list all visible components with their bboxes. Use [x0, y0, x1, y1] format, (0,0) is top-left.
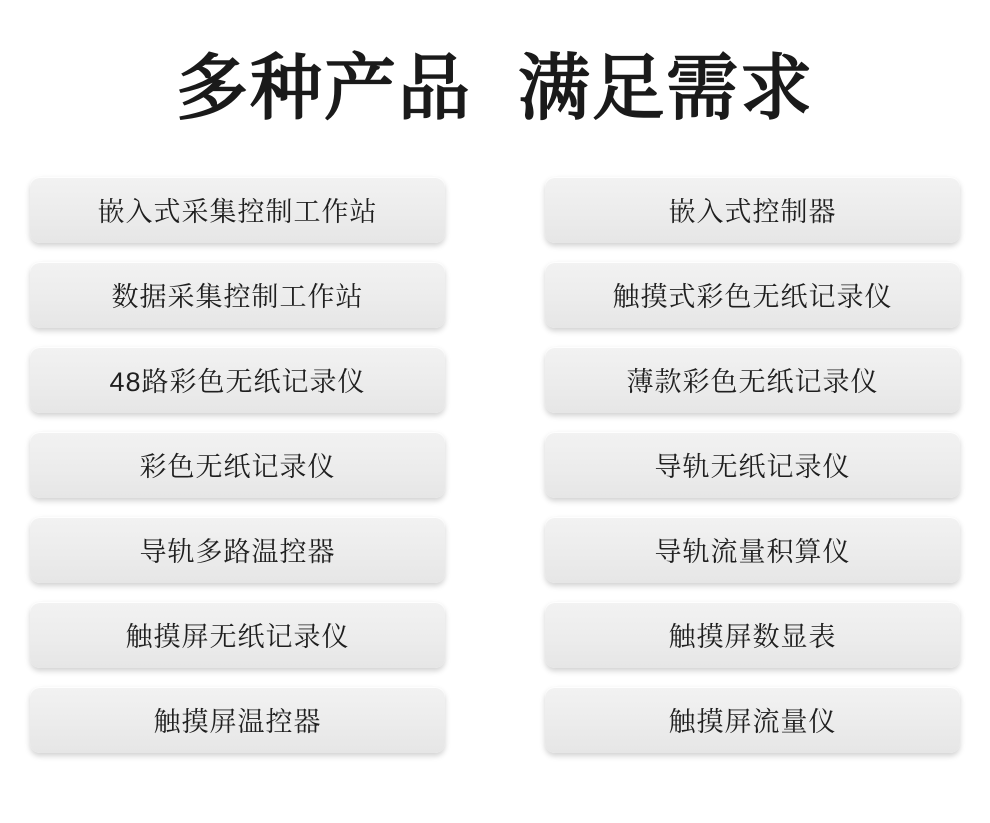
list-item[interactable] [545, 347, 960, 413]
list-item-label: 彩色无纸记录仪 [139, 452, 336, 483]
list-item-label: 导轨多路温控器 [139, 537, 336, 568]
list-item-label: 触摸屏数显表 [668, 622, 837, 653]
page-title-part-one: 多种产品 [175, 49, 472, 129]
list-item[interactable] [30, 687, 445, 753]
list-item[interactable] [545, 517, 960, 583]
list-item[interactable] [30, 347, 445, 413]
list-item[interactable] [30, 432, 445, 498]
list-item[interactable] [30, 517, 445, 583]
list-item[interactable] [30, 177, 445, 243]
list-item-label: 触摸屏温控器 [153, 707, 322, 738]
page-title [0, 0, 990, 131]
list-item[interactable] [545, 262, 960, 328]
product-list-right [545, 177, 960, 753]
page-title-part-two: 满足需求 [518, 49, 815, 129]
list-item[interactable] [30, 262, 445, 328]
list-item[interactable] [545, 602, 960, 668]
list-item-label: 48路彩色无纸记录仪 [109, 367, 366, 398]
list-item-label: 导轨流量积算仪 [654, 537, 851, 568]
list-item-label: 数据采集控制工作站 [111, 282, 364, 313]
list-item-label: 导轨无纸记录仪 [654, 452, 851, 483]
list-item[interactable] [545, 687, 960, 753]
product-columns [0, 177, 990, 753]
list-item-label: 触摸式彩色无纸记录仪 [612, 282, 893, 313]
list-item-label: 触摸屏流量仪 [668, 707, 837, 738]
list-item-label: 薄款彩色无纸记录仪 [626, 367, 879, 398]
list-item[interactable] [545, 432, 960, 498]
list-item-label: 触摸屏无纸记录仪 [125, 622, 350, 653]
list-item-label: 嵌入式采集控制工作站 [97, 197, 378, 228]
list-item-label: 嵌入式控制器 [668, 197, 837, 228]
product-list-left [30, 177, 445, 753]
list-item[interactable] [30, 602, 445, 668]
list-item[interactable] [545, 177, 960, 243]
